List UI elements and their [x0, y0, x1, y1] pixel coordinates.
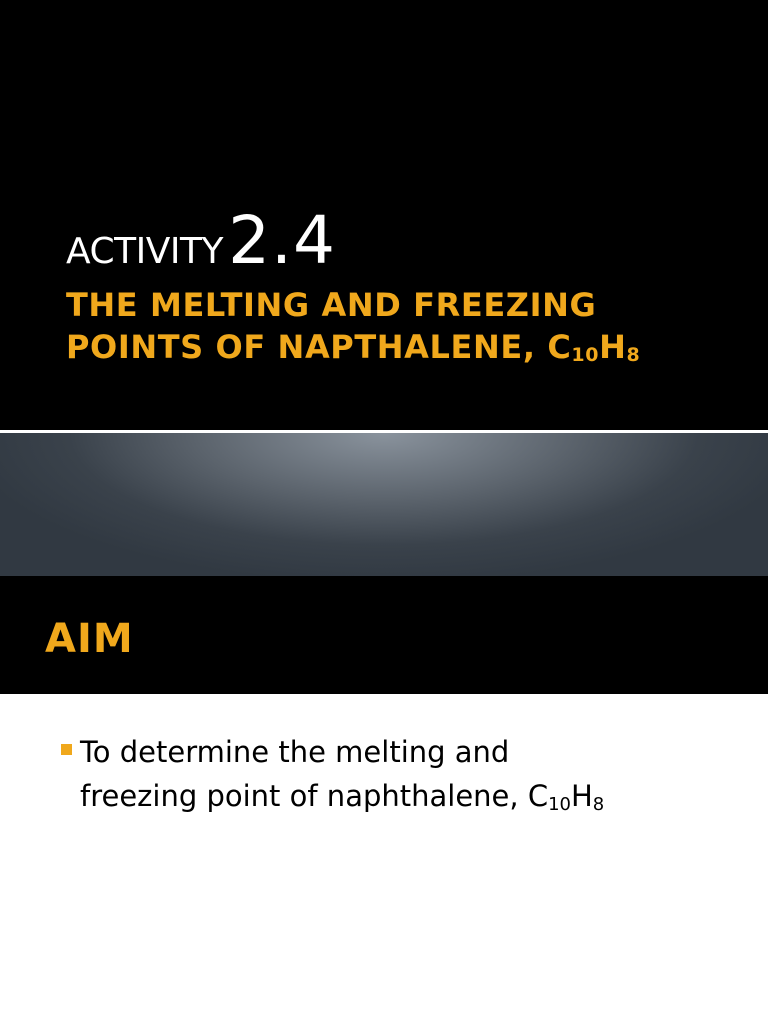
slide-title — [0, 0, 768, 432]
title-line-1: THE MELTING AND FREEZING — [66, 286, 597, 324]
title-line-2 — [66, 326, 640, 368]
title-h: H — [599, 328, 627, 366]
bullet-line-1: To determine the melting and — [80, 735, 510, 769]
activity-heading — [66, 202, 336, 279]
slide-title-text — [66, 284, 640, 368]
title-line-2-main: POINTS OF NAPTHALENE, C — [66, 328, 572, 366]
bullet-h: H — [570, 779, 593, 813]
activity-word: ACTIVITY — [66, 231, 223, 272]
slide-gradient-band — [0, 433, 768, 576]
slide-aim-header — [0, 576, 768, 695]
activity-number: 2.4 — [228, 202, 337, 279]
square-bullet-icon — [61, 744, 72, 755]
bullet-subscript-10: 10 — [548, 794, 571, 815]
title-subscript-10: 10 — [571, 344, 600, 366]
bullet-line-2 — [80, 774, 740, 818]
bullet-subscript-8: 8 — [592, 794, 605, 815]
aim-bullet-text — [80, 730, 740, 818]
title-subscript-8: 8 — [626, 344, 641, 366]
aim-heading: AIM — [45, 616, 134, 662]
slide-aim-body — [0, 697, 768, 1024]
bullet-line-2-main: freezing point of naphthalene, C — [80, 779, 549, 813]
